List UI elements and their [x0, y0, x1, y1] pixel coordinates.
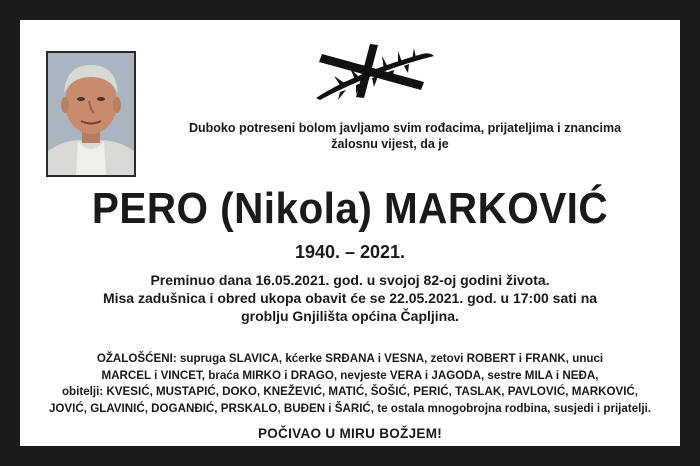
portrait-illustration	[48, 53, 134, 175]
mourners-list	[20, 351, 680, 417]
details-line: groblju Gnjilišta općina Čapljina.	[241, 308, 459, 324]
details-line: Preminuo dana 16.05.2021. god. u svojoj 82-oj godini života.	[150, 272, 550, 288]
cross-with-palm-branch-icon	[312, 40, 437, 102]
life-years: 1940. – 2021.	[294, 242, 406, 262]
portrait-photo	[46, 51, 136, 177]
funeral-details	[20, 271, 680, 325]
intro-text	[20, 120, 680, 152]
mourners-line: OŽALOŠĆENI: supruga SLAVICA, kćerke SRĐANA i VESNA, zetovi ROBERT i FRANK, unuci	[96, 352, 604, 365]
details-line: Misa zadušnica i obred ukopa obavit će se 22.05.2021. god. u 17:00 sati na	[102, 290, 598, 306]
closing-phrase: POČIVAO U MIRU BOŽJEM!	[257, 426, 443, 441]
intro-line: žalosnu vijest, da je	[331, 137, 449, 151]
intro-line: Duboko potreseni bolom javljamo svim rođacima, prijateljima i znancima	[188, 121, 622, 135]
obituary-card	[20, 20, 680, 446]
mourners-line: JOVIĆ, GLAVINIĆ, DOGANĐIĆ, PRSKALO, BUĐEN i ŠARIĆ, te ostala mnogobrojna rodbina, susjedi i prijatelji.	[48, 401, 652, 415]
mourners-line: MARCEL i VINCET, braća MIRKO i DRAGO, nevjeste VERA i JAGODA, sestre MILA i NEĐA,	[101, 368, 599, 382]
mourners-line: obitelji: KVESIĆ, MUSTAPIĆ, DOKO, KNEŽEVIĆ, MATIĆ, ŠOŠIĆ, PERIĆ, TASLAK, PAVLOVIĆ, MARKOVIĆ,	[61, 385, 639, 398]
deceased-name: PERO (Nikola) MARKOVIĆ	[91, 184, 609, 233]
